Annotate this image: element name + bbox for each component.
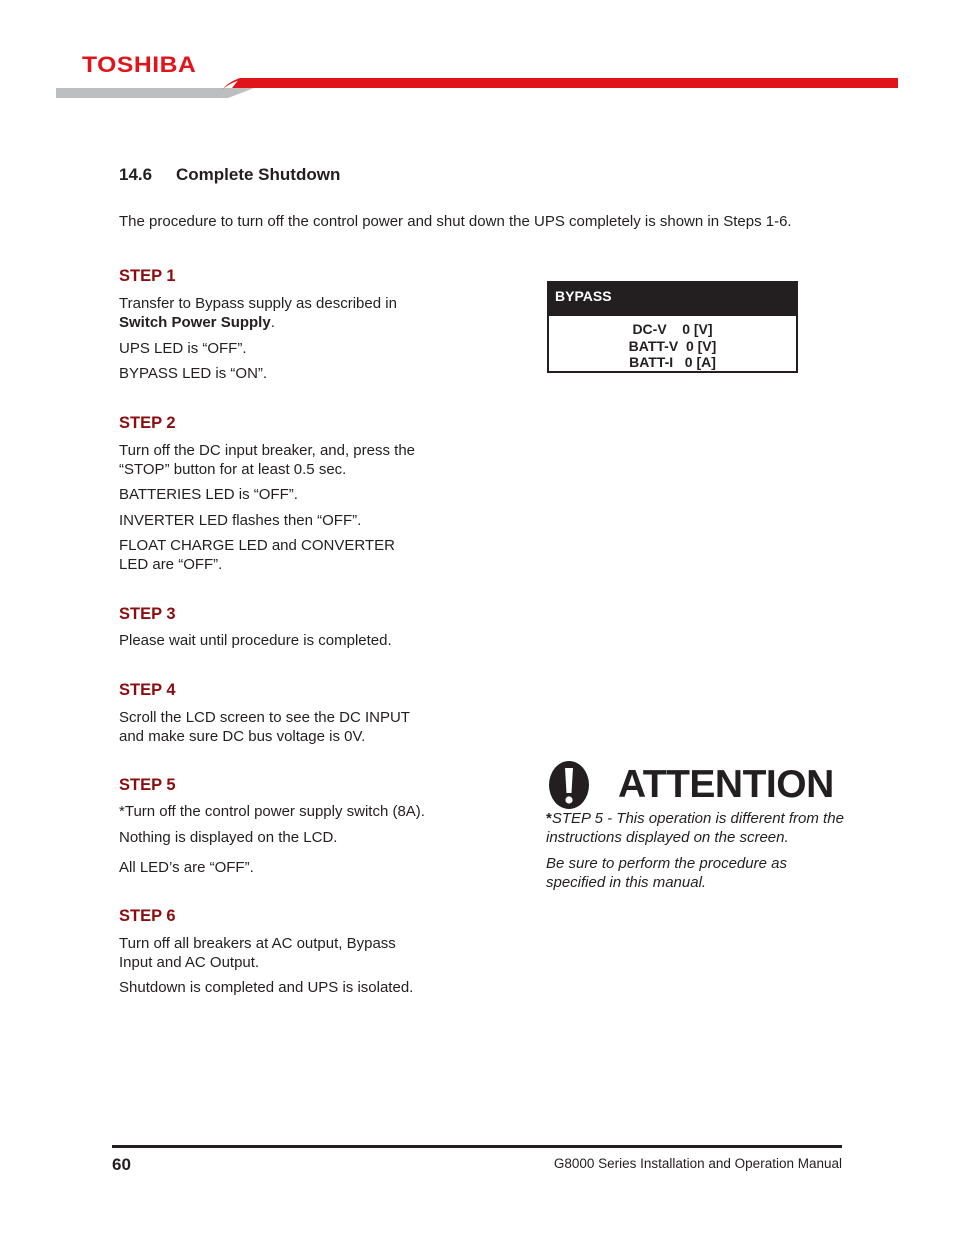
toshiba-logo: TOSHIBA xyxy=(82,52,197,77)
step-3-heading: STEP 3 xyxy=(119,605,176,623)
step-2-text-2: BATTERIES LED is “OFF”. xyxy=(119,486,298,503)
step-1-text-1 xyxy=(119,295,459,332)
attention-note-1-text: STEP 5 - This operation is different from the instructions displayed on the screen. xyxy=(546,810,844,846)
step-1-heading: STEP 1 xyxy=(119,267,176,285)
attention-note-2: Be sure to perform the procedure as specified in this manual. xyxy=(546,855,787,891)
step-5-text-2: Nothing is displayed on the LCD. xyxy=(119,829,338,846)
step-1-text-3: BYPASS LED is “ON”. xyxy=(119,365,268,382)
section-title xyxy=(119,165,340,185)
step-4-text-1: Scroll the LCD screen to see the DC INPUT and make sure DC bus voltage is 0V. xyxy=(119,709,410,745)
lcd-readings xyxy=(549,316,796,371)
lcd-display xyxy=(547,281,798,373)
step-2-text-4: FLOAT CHARGE LED and CONVERTER LED are “OFF”. xyxy=(119,537,395,573)
header-bar xyxy=(0,76,954,102)
lcd-title: BYPASS xyxy=(549,283,796,316)
attention-note-asterisk: * xyxy=(546,810,552,827)
step-4-heading: STEP 4 xyxy=(119,681,176,699)
step-6-text-1: Turn off all breakers at AC output, Bypass Input and AC Output. xyxy=(119,935,396,971)
step-1-link-switch-power-supply: Switch Power Supply xyxy=(119,313,271,331)
header-bar-red xyxy=(232,78,898,88)
lcd-row-batt-i: BATT-I 0 [A] xyxy=(629,354,716,370)
step-6-heading: STEP 6 xyxy=(119,907,176,925)
intro-paragraph: The procedure to turn off the control power and shut down the UPS completely is shown in Steps 1-6. xyxy=(119,213,792,230)
header-bar-grey xyxy=(56,88,254,98)
page-number: 60 xyxy=(112,1155,131,1174)
step-2-text-3: INVERTER LED flashes then “OFF”. xyxy=(119,512,362,529)
footer-rule xyxy=(112,1145,842,1148)
step-2-heading: STEP 2 xyxy=(119,414,176,432)
step-6-text-2: Shutdown is completed and UPS is isolated. xyxy=(119,979,414,996)
section-number: 14.6 xyxy=(119,165,153,184)
step-5-text-3: All LED’s are “OFF”. xyxy=(119,859,254,876)
lcd-row-dc-v: DC-V 0 [V] xyxy=(632,321,713,337)
exclamation-icon xyxy=(547,760,591,810)
lcd-row-batt-v: BATT-V 0 [V] xyxy=(628,337,717,354)
attention-note-1 xyxy=(546,810,846,847)
step-5-text-1: *Turn off the control power supply switch (8A). xyxy=(119,803,425,820)
footer-manual-title: G8000 Series Installation and Operation Manual xyxy=(553,1156,842,1171)
step-1-text-2: UPS LED is “OFF”. xyxy=(119,340,247,357)
step-5-heading: STEP 5 xyxy=(119,776,176,794)
step-3-text-1: Please wait until procedure is completed. xyxy=(119,632,392,649)
attention-title: ATTENTION xyxy=(618,763,834,806)
step-2-text-1: Turn off the DC input breaker, and, press the “STOP” button for at least 0.5 sec. xyxy=(119,442,416,478)
step-1-text-1-body: Transfer to Bypass supply as described in xyxy=(119,295,397,312)
section-title-text: Complete Shutdown xyxy=(176,165,341,184)
step-1-text-1-suffix: . xyxy=(270,313,275,331)
